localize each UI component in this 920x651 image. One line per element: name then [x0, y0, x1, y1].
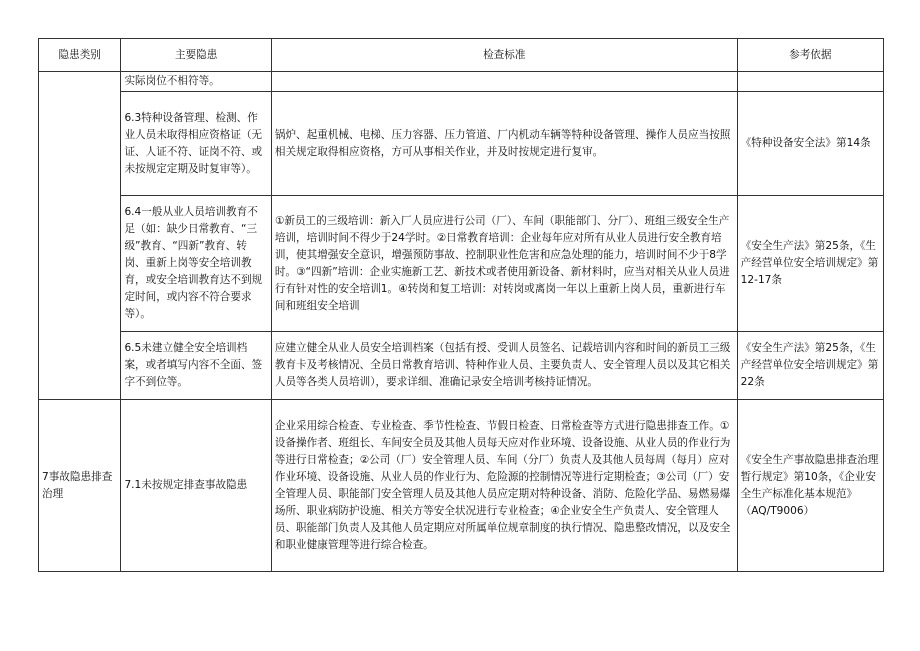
header-main-hazard: 主要隐患	[121, 39, 271, 72]
hazard-cell: 6.4一般从业人员培训教育不足（如：缺少日常教育、“三级”教育、“四新”教育、转岗、重新上岗等安全培训教育，或安全培训教育达不到规定时间，或内容不符合要求等）。	[121, 196, 271, 332]
table-row	[39, 72, 884, 92]
hazard-cell: 实际岗位不相符等。	[121, 72, 271, 92]
table-row	[39, 332, 884, 400]
hazard-cell: 7.1未按规定排查事故隐患	[121, 400, 271, 572]
reference-cell: 《安全生产事故隐患排查治理暂行规定》第10条，《企业安全生产标准化基本规范》（AQ/T9006）	[737, 400, 883, 572]
standard-cell	[271, 72, 737, 92]
reference-cell: 《安全生产法》第25条，《生产经营单位安全培训规定》第12-17条	[737, 196, 883, 332]
category-cell-empty	[39, 72, 121, 400]
hazard-cell: 6.3特种设备管理、检测、作业人员未取得相应资格证（无证、人证不符、证岗不符、或未按规定定期及时复审等）。	[121, 92, 271, 196]
standard-cell: 应建立健全从业人员安全培训档案（包括有授、受训人员签名、记载培训内容和时间的新员工三级教育卡及考核情况、全员日常教育培训、特种作业人员、主要负责人、安全管理人员以及其它相关人员等各类人员培训），要求详细、准确记录安全培训考核持证情况。	[271, 332, 737, 400]
hazard-cell: 6.5未建立健全安全培训档案，或者填写内容不全面、签字不到位等。	[121, 332, 271, 400]
header-inspection-standard: 检查标准	[271, 39, 737, 72]
standard-cell: 锅炉、起重机械、电梯、压力容器、压力管道、厂内机动车辆等特种设备管理、操作人员应当按照相关规定取得相应资格，方可从事相关作业，并及时按规定进行复审。	[271, 92, 737, 196]
category-cell: 7事故隐患排查治理	[39, 400, 121, 572]
reference-cell	[737, 72, 883, 92]
header-row	[39, 39, 884, 72]
hazard-table	[38, 38, 884, 572]
reference-cell: 《安全生产法》第25条，《生产经营单位安全培训规定》第22条	[737, 332, 883, 400]
table-row	[39, 400, 884, 572]
standard-cell: 企业采用综合检查、专业检查、季节性检查、节假日检查、日常检查等方式进行隐患排查工作。①设备操作者、班组长、车间安全员及其他人员每天应对作业环境、设备设施、从业人员的作业行为等进行日常检查；②公司（厂）安全管理人员、车间（分厂）负责人及其他人员每周（每月）应对作业环境、设备设施、从业人员的作业行为、危险源的控制情况等进行定期检查；③公司（厂）安全管理人员、职能部门安全管理人员及其他人员应定期对特种设备、消防、危险化学品、易燃易爆场所、职业病防护设施、相关方等安全状况进行专业检查；④企业安全生产负责人、安全管理人员、职能部门负责人及其他人员定期应对所属单位规章制度的执行情况、隐患整改情况，以及安全和职业健康管理等进行综合检查。	[271, 400, 737, 572]
reference-cell: 《特种设备安全法》第14条	[737, 92, 883, 196]
header-reference: 参考依据	[737, 39, 883, 72]
header-category: 隐患类别	[39, 39, 121, 72]
table-row	[39, 92, 884, 196]
table-row	[39, 196, 884, 332]
standard-cell: ①新员工的三级培训：新入厂人员应进行公司（厂）、车间（职能部门、分厂）、班组三级安全生产培训，培训时间不得少于24学时。②日常教育培训：企业每年应对所有从业人员进行安全教育培训，使其增强安全意识，增强预防事故、控制职业性危害和应急处理的能力，培训时间不少于8学时。③“四新”培训：企业实施新工艺、新技术或者使用新设备、新材料时，应当对相关从业人员进行有针对性的安全培训1。④转岗和复工培训：对转岗或离岗一年以上重新上岗人员，重新进行车间和班组安全培训	[271, 196, 737, 332]
